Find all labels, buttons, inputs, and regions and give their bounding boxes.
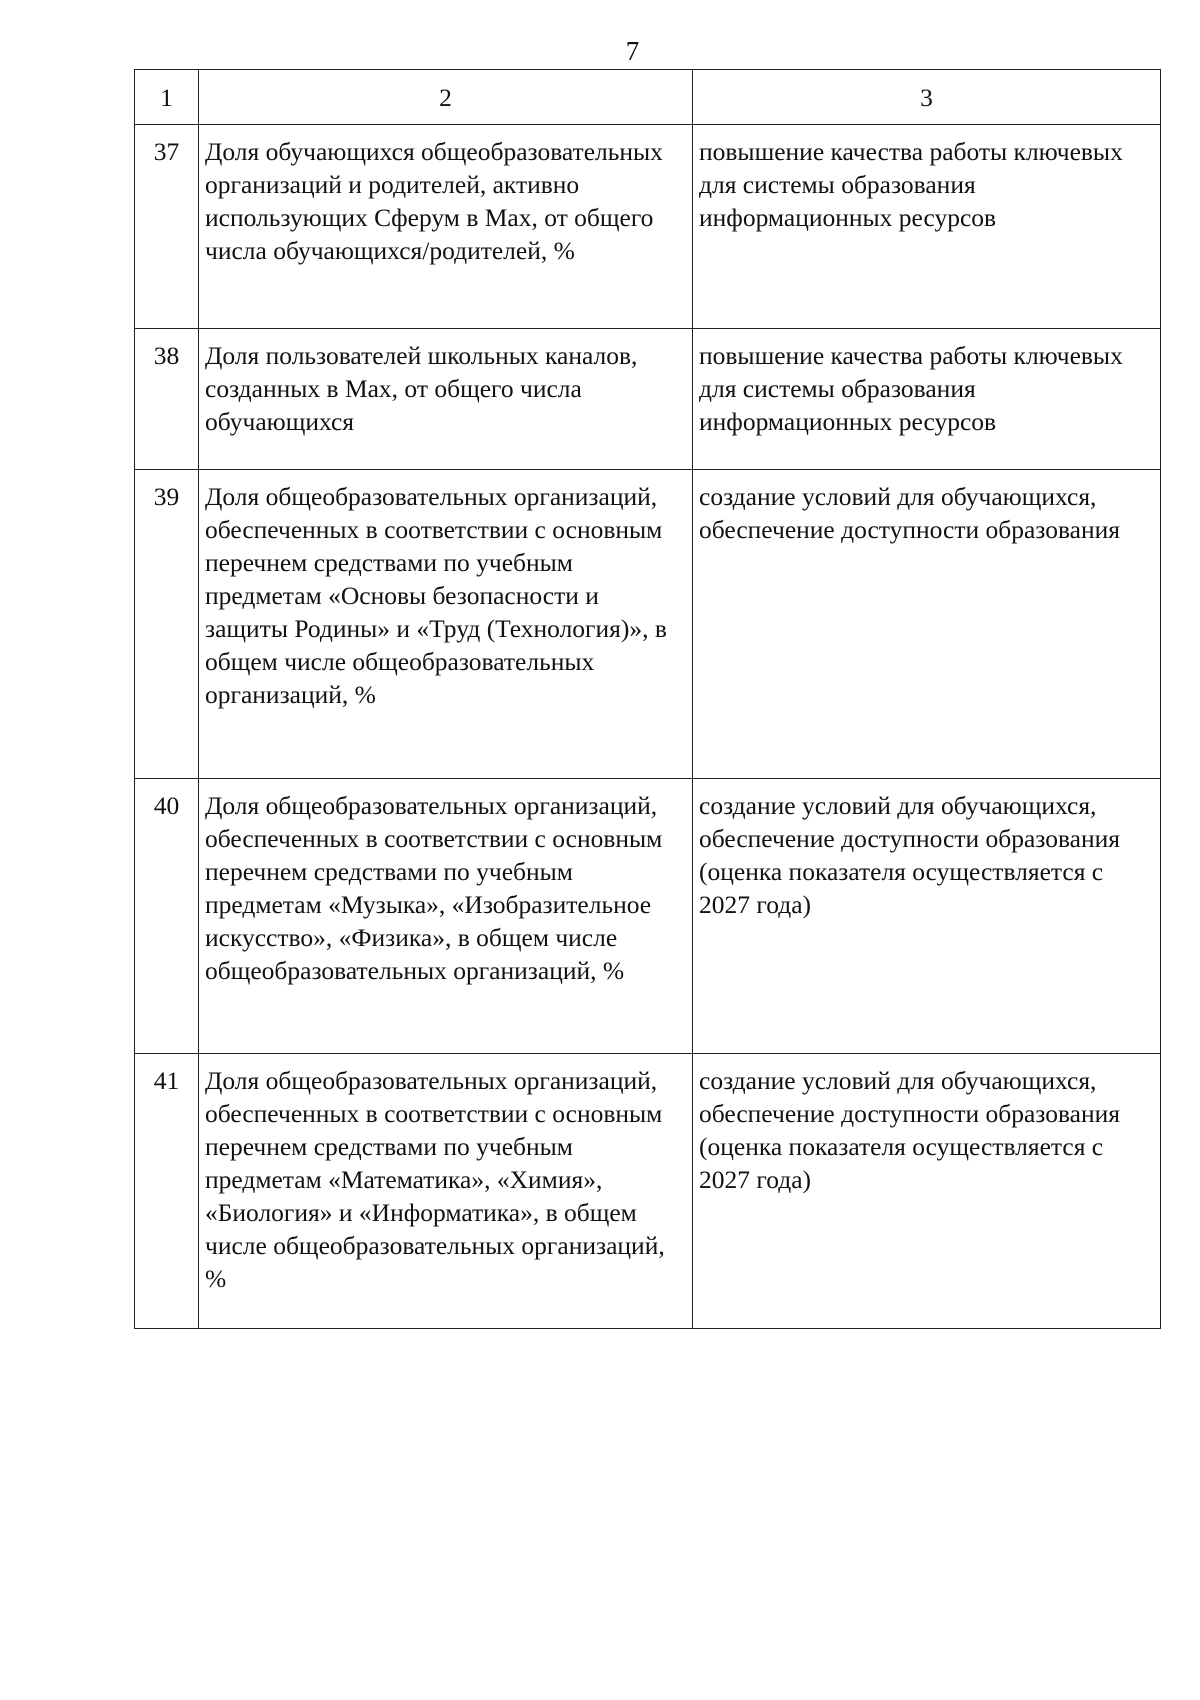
indicator-text: Доля обучающихся общеобразовательных организаций и родителей, активно использующих Сферум в Max, от общего числа обучающихся/родителей, % (199, 125, 693, 329)
row-number: 38 (135, 329, 199, 470)
table-row (135, 125, 1161, 329)
header-cell-1: 1 (135, 70, 199, 125)
purpose-text: повышение качества работы ключевых для системы образования информационных ресурсов (693, 329, 1161, 470)
purpose-text: повышение качества работы ключевых для системы образования информационных ресурсов (693, 125, 1161, 329)
row-number: 40 (135, 779, 199, 1054)
purpose-text: создание условий для обучающихся, обеспечение доступности образования (оценка показателя осуществляется с 2027 года) (693, 1054, 1161, 1329)
indicator-text: Доля общеобразовательных организаций, обеспеченных в соответствии с основным перечнем средствами по учебным предметам «Математика», «Химия», «Биология» и «Информатика», в общем числе общеобразовательных организаций, % (199, 1054, 693, 1329)
purpose-text: создание условий для обучающихся, обеспечение доступности образования (оценка показателя осуществляется с 2027 года) (693, 779, 1161, 1054)
table-header-row (135, 70, 1161, 125)
indicators-table (134, 69, 1161, 1329)
table-row (135, 470, 1161, 779)
indicator-text: Доля общеобразовательных организаций, обеспеченных в соответствии с основным перечнем средствами по учебным предметам «Основы безопасности и защиты Родины» и «Труд (Технология)», в общем числе общеобразовательных организаций, % (199, 470, 693, 779)
row-number: 37 (135, 125, 199, 329)
table-row (135, 329, 1161, 470)
header-cell-3: 3 (693, 70, 1161, 125)
row-number: 41 (135, 1054, 199, 1329)
indicator-text: Доля пользователей школьных каналов, созданных в Max, от общего числа обучающихся (199, 329, 693, 470)
table-row (135, 779, 1161, 1054)
row-number: 39 (135, 470, 199, 779)
purpose-text: создание условий для обучающихся, обеспечение доступности образования (693, 470, 1161, 779)
table-row (135, 1054, 1161, 1329)
header-cell-2: 2 (199, 70, 693, 125)
page-number: 7 (625, 36, 640, 66)
indicator-text: Доля общеобразовательных организаций, обеспеченных в соответствии с основным перечнем средствами по учебным предметам «Музыка», «Изобразительное искусство», «Физика», в общем числе общеобразовательных организаций, % (199, 779, 693, 1054)
